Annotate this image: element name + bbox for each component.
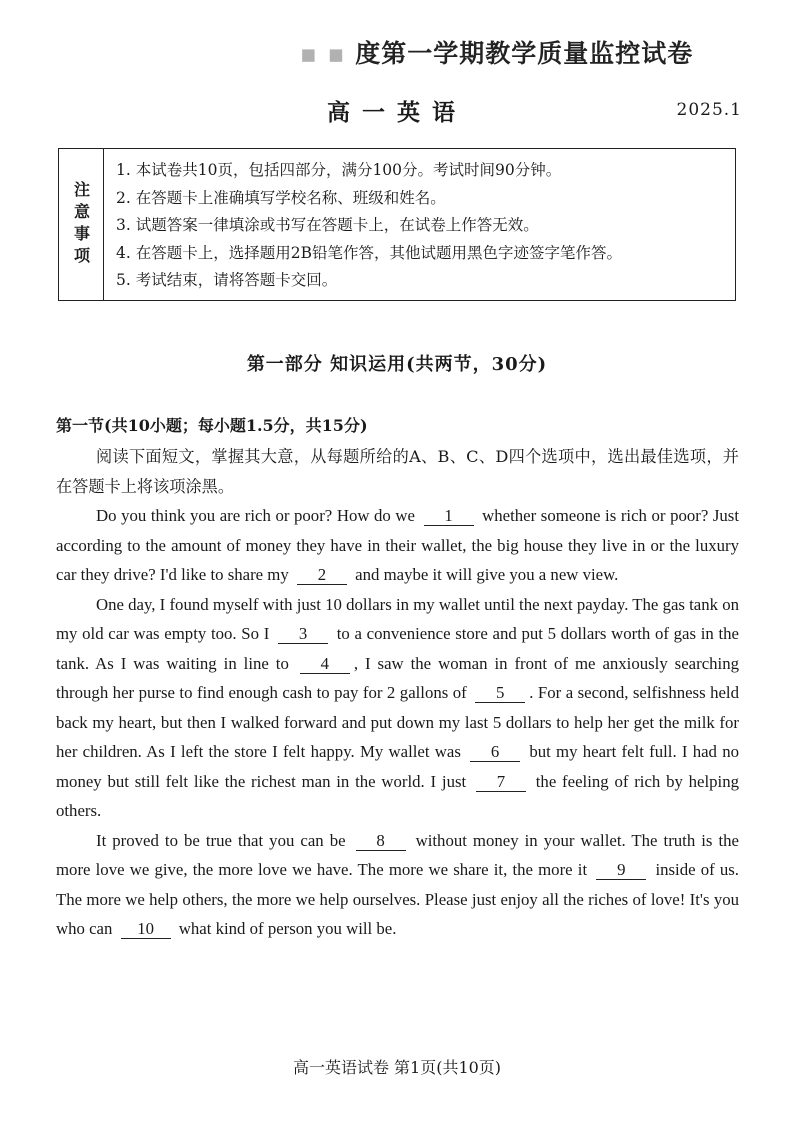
- exam-title-text: 度第一学期教学质量监控试卷: [355, 39, 694, 68]
- passage-text: , I saw the woman in front of me anxiously searching through her purse to find enough cash to pay for 2 gallons of: [56, 653, 739, 702]
- passage-text: One day, I found myself with just 10 dollars in my wallet until the next payday. The gas tank on my old car was empty too. So I: [56, 594, 740, 643]
- passage-text: to a convenience store and put 5 dollars worth of gas in the tank. As I was waiting in line to: [56, 624, 739, 673]
- passage-text: the feeling of rich by helping others.: [56, 771, 739, 820]
- blank-7: 7: [476, 773, 526, 792]
- exam-title: [300, 34, 693, 70]
- blank-6: 6: [470, 743, 520, 762]
- passage-text: and maybe it will give you a new view.: [355, 565, 619, 584]
- passage-text: but my heart felt full. I had no money but still felt like the richest man in the world. I just: [56, 742, 739, 791]
- passage-paragraph-2: [56, 590, 739, 826]
- blank-10: 10: [121, 920, 171, 939]
- notice-label-cell: [59, 149, 104, 300]
- blank-3: 3: [278, 625, 328, 644]
- notice-item: 1. 本试卷共10页，包括四部分，满分100分。考试时间90分钟。: [116, 161, 562, 179]
- instructions: 阅读下面短文，掌握其大意，从每题所给的A、B、C、D四个选项中，选出最佳选项，并在答题卡上将该项涂黑。: [56, 447, 739, 496]
- blank-5: 5: [475, 684, 525, 703]
- passage-paragraph-1: [56, 501, 739, 590]
- notice-list: [104, 149, 622, 300]
- page-footer: 高一英语试卷 第1页(共10页): [292, 1058, 502, 1077]
- passage-text: . For a second, selfishness held back my heart, but then I walked forward and put down my last 5 dollars to help her get the milk for her children. As I left the store I felt happy. My wallet was: [56, 683, 739, 761]
- passage-text: whether someone is rich or poor? Just according to the amount of money they have in their wallet, the big house they live in or the luxury car they drive? I'd like to share my: [56, 506, 739, 584]
- blank-8: 8: [356, 832, 406, 851]
- section-title: 第一节(共10小题；每小题1.5分，共15分): [56, 416, 368, 435]
- notice-item: 3. 试题答案一律填涂或书写在答题卡上，在试卷上作答无效。: [116, 216, 539, 234]
- part-title: 第一部分 知识运用(共两节，30分): [246, 354, 548, 375]
- passage-paragraph-3: [56, 826, 739, 944]
- passage-text: Do you think you are rich or poor? How do we: [96, 506, 415, 525]
- blank-9: 9: [596, 861, 646, 880]
- passage-body: [56, 442, 739, 944]
- passage-text: without money in your wallet. The truth is the more love we give, the more love we have. The more we share it, the more it: [56, 830, 739, 879]
- notice-box: [58, 148, 736, 301]
- notice-item: 4. 在答题卡上，选择题用2B铅笔作答，其他试题用黑色字迹签字笔作答。: [116, 243, 622, 262]
- notice-item: 5. 考试结束，请将答题卡交回。: [116, 271, 338, 289]
- passage-text: what kind of person you will be.: [178, 919, 397, 938]
- notice-label: 注意事项: [71, 180, 91, 269]
- blank-1: 1: [424, 507, 474, 526]
- exam-date: 2025.1: [676, 100, 742, 120]
- passage-text: inside of us. The more we help others, the more we help ourselves. Please just enjoy all the riches of love! It's you who can: [56, 860, 739, 938]
- notice-item: 2. 在答题卡上准确填写学校名称、班级和姓名。: [116, 188, 446, 207]
- blank-2: 2: [297, 566, 347, 585]
- passage-text: It proved to be true that you can be: [96, 830, 346, 850]
- cropped-title-ink: ▪ ▪: [300, 39, 356, 68]
- blank-4: 4: [300, 655, 350, 674]
- subject-title: 高一英语: [327, 99, 467, 126]
